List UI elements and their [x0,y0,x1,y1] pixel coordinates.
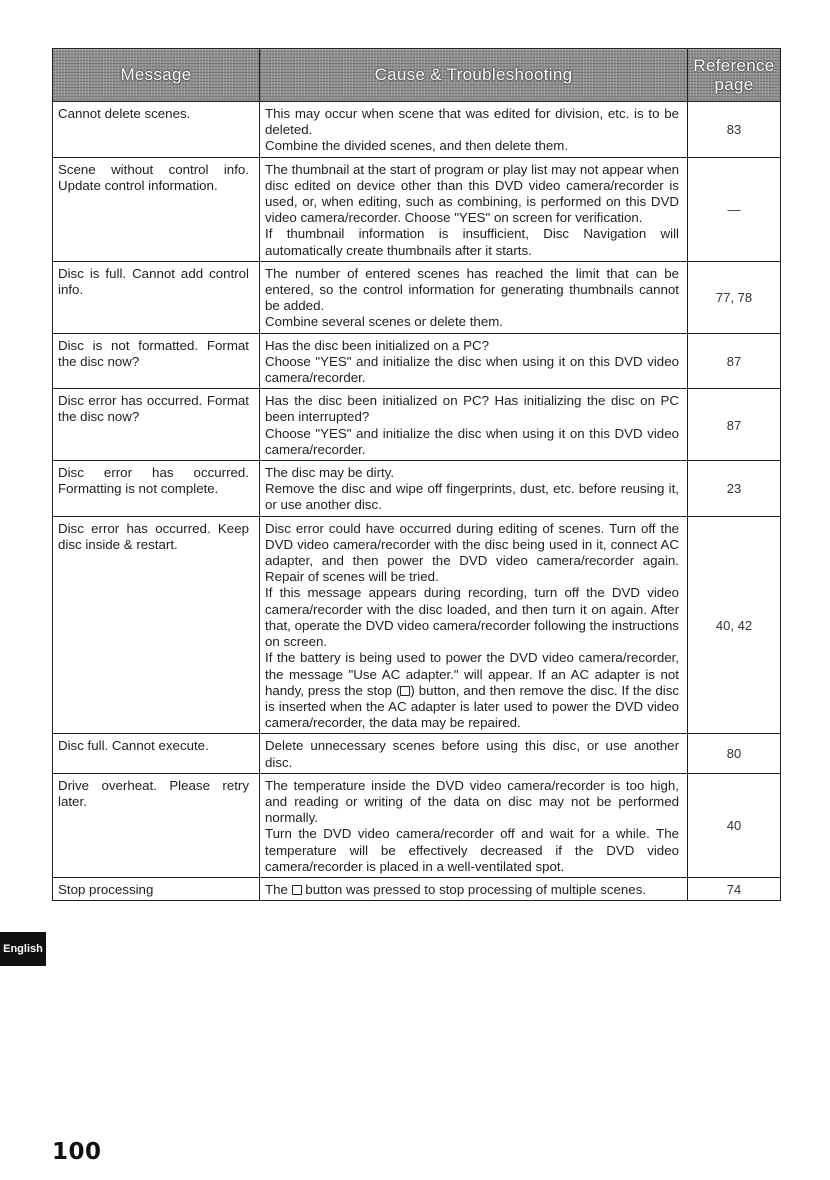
cause-paragraph: This may occur when scene that was edited for division, etc. is to be deleted. [265,106,679,138]
cause-cell [260,389,688,461]
cause-paragraph: Delete unnecessary scenes before using this disc, or use another disc. [265,738,679,770]
table-row [53,461,781,517]
cause-paragraph: If this message appears during recording, turn off the DVD video camera/recorder with the disc loaded, and then turn it on again. After that, operate the DVD video camera/recorder following the instructions on screen. [265,585,679,650]
reference-cell: 77, 78 [688,261,781,333]
cause-paragraph: The thumbnail at the start of program or play list may not appear when disc edited on device other than this DVD video camera/recorder is used, or, when editing, such as combining, is performed on this DVD video camera/recorder. Choose "YES" on screen for verification. [265,161,679,226]
stop-button-icon [292,885,302,895]
table-row [53,734,781,773]
header-reference: Reference page [688,49,781,102]
table-header-row [53,49,781,102]
cause-paragraph: Choose "YES" and initialize the disc when using it on this DVD video camera/recorder. [265,425,679,457]
cause-cell [260,734,688,773]
stop-button-icon [400,686,410,696]
cause-paragraph: Combine several scenes or delete them. [265,314,503,330]
cause-cell [260,102,688,158]
reference-cell: — [688,157,781,261]
table-row [53,102,781,158]
cause-cell [260,157,688,261]
cause-cell [260,877,688,900]
page-number: 100 [52,1139,102,1165]
table-row [53,877,781,900]
reference-cell: 40, 42 [688,516,781,734]
reference-cell: 83 [688,102,781,158]
cause-paragraph: Has the disc been initialized on PC? Has initializing the disc on PC been interrupted? [265,393,679,425]
table-row [53,516,781,734]
cause-paragraph: If thumbnail information is insufficient, Disc Navigation will automatically create thumbnails after it starts. [265,226,679,258]
reference-cell: 40 [688,773,781,877]
message-cell: Drive overheat. Please retry later. [53,773,260,877]
table-row [53,333,781,389]
message-cell: Disc is full. Cannot add control info. [53,261,260,333]
reference-cell: 87 [688,333,781,389]
table-row [53,773,781,877]
reference-cell: 87 [688,389,781,461]
cause-paragraph: Disc error could have occurred during editing of scenes. Turn off the DVD video camera/recorder with the disc being used in it, connect AC adapter, and then power the DVD video camera/recorder again. Repair of scenes will be tried. [265,520,679,585]
cause-paragraph: Choose "YES" and initialize the disc when using it on this DVD video camera/recorder. [265,353,679,386]
message-cell: Disc error has occurred. Formatting is not complete. [53,461,260,517]
message-cell: Stop processing [53,877,260,900]
message-cell: Cannot delete scenes. [53,102,260,158]
table-row [53,389,781,461]
cause-paragraph: Combine the divided scenes, and then delete them. [265,138,569,154]
message-cell: Disc error has occurred. Format the disc now? [53,389,260,461]
cause-paragraph: The number of entered scenes has reached the limit that can be entered, so the control information for generating thumbnails cannot be added. [265,265,679,314]
cause-paragraph: Turn the DVD video camera/recorder off and wait for a while. The temperature will be effectively decreased if the DVD video camera/recorder is placed in a well-ventilated spot. [265,826,679,874]
table-row [53,261,781,333]
cause-cell [260,516,688,734]
troubleshooting-table [52,48,781,901]
cause-cell [260,461,688,517]
cause-paragraph: The button was pressed to stop processing of multiple scenes. [265,881,647,897]
message-cell: Disc error has occurred. Keep disc inside & restart. [53,516,260,734]
cause-cell [260,333,688,389]
cause-paragraph: If the battery is being used to power the DVD video camera/recorder, the message "Use AC adapter." will appear. If an AC adapter is not handy, press the stop ( ) button, and then remove the disc. If the disc is inserted when the AC adapter is later used to power the DVD video camera/recorder, the data may be repaired. [265,650,679,731]
reference-cell: 80 [688,734,781,773]
table-row [53,157,781,261]
cause-cell [260,261,688,333]
reference-cell: 74 [688,877,781,900]
message-cell: Disc full. Cannot execute. [53,734,260,773]
cause-paragraph: The disc may be dirty. [265,465,395,481]
header-message: Message [53,49,260,102]
cause-cell [260,773,688,877]
cause-paragraph: Has the disc been initialized on a PC? [265,337,489,353]
cause-paragraph: Remove the disc and wipe off fingerprints, dust, etc. before reusing it, or use another disc. [265,481,679,513]
message-cell: Scene without control info. Update control information. [53,157,260,261]
language-tab: English [0,932,46,966]
header-cause: Cause & Troubleshooting [260,49,688,102]
reference-cell: 23 [688,461,781,517]
cause-paragraph: The temperature inside the DVD video camera/recorder is too high, and reading or writing of the data on disc may not be performed normally. [265,777,679,826]
message-cell: Disc is not formatted. Format the disc now? [53,333,260,389]
